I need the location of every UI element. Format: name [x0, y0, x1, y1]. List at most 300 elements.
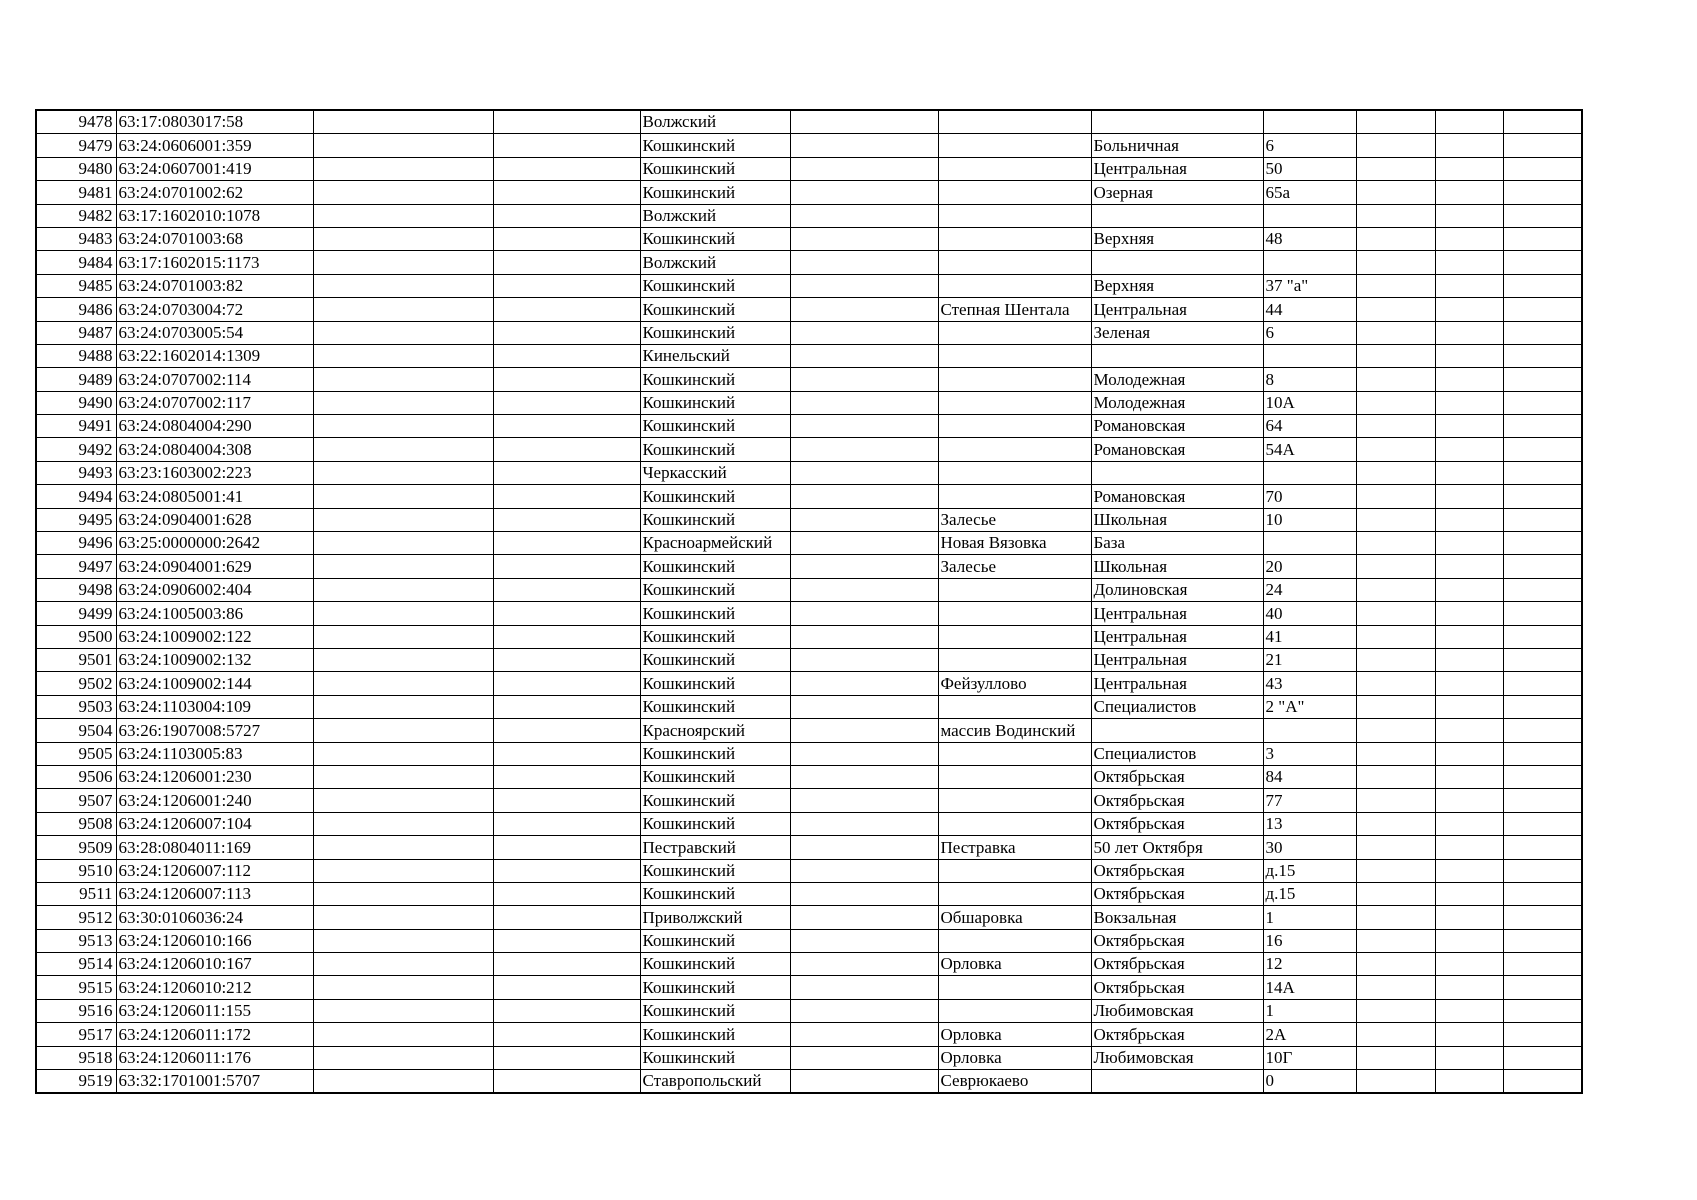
row-number-cell: 9506 — [36, 765, 116, 788]
empty-cell — [493, 789, 640, 812]
locality-cell — [938, 344, 1091, 367]
cadastral-number-cell: 63:24:1206007:112 — [116, 859, 313, 882]
house-cell: 2А — [1263, 1023, 1356, 1046]
district-cell: Кошкинский — [640, 181, 790, 204]
empty-cell — [493, 719, 640, 742]
empty-cell — [493, 1046, 640, 1069]
empty-cell — [493, 882, 640, 905]
table-row — [36, 321, 1582, 344]
locality-cell — [938, 321, 1091, 344]
empty-cell — [790, 789, 938, 812]
table-row — [36, 578, 1582, 601]
street-cell: Верхняя — [1091, 227, 1263, 250]
empty-cell — [493, 742, 640, 765]
empty-cell — [1356, 110, 1435, 134]
district-cell: Кошкинский — [640, 391, 790, 414]
house-cell: 40 — [1263, 602, 1356, 625]
house-cell: 24 — [1263, 578, 1356, 601]
table-row — [36, 882, 1582, 905]
table-row — [36, 836, 1582, 859]
empty-cell — [313, 181, 493, 204]
district-cell: Пестравский — [640, 836, 790, 859]
empty-cell — [1435, 672, 1503, 695]
district-cell: Приволжский — [640, 906, 790, 929]
empty-cell — [1435, 321, 1503, 344]
row-number-cell: 9485 — [36, 274, 116, 297]
table-row — [36, 438, 1582, 461]
empty-cell — [1435, 882, 1503, 905]
house-cell: 70 — [1263, 485, 1356, 508]
empty-cell — [790, 321, 938, 344]
street-cell: Центральная — [1091, 298, 1263, 321]
empty-cell — [1503, 765, 1582, 788]
table-row — [36, 672, 1582, 695]
locality-cell — [938, 204, 1091, 227]
empty-cell — [1503, 368, 1582, 391]
empty-cell — [313, 508, 493, 531]
empty-cell — [1435, 532, 1503, 555]
empty-cell — [1503, 181, 1582, 204]
empty-cell — [1435, 204, 1503, 227]
street-cell: Верхняя — [1091, 274, 1263, 297]
empty-cell — [313, 344, 493, 367]
empty-cell — [1503, 625, 1582, 648]
empty-cell — [313, 321, 493, 344]
empty-cell — [1435, 298, 1503, 321]
street-cell: 50 лет Октября — [1091, 836, 1263, 859]
empty-cell — [1503, 1023, 1582, 1046]
street-cell: Озерная — [1091, 181, 1263, 204]
empty-cell — [1356, 625, 1435, 648]
table-row — [36, 204, 1582, 227]
empty-cell — [1435, 344, 1503, 367]
street-cell: Вокзальная — [1091, 906, 1263, 929]
street-cell — [1091, 251, 1263, 274]
empty-cell — [790, 672, 938, 695]
empty-cell — [313, 976, 493, 999]
street-cell: Центральная — [1091, 648, 1263, 671]
locality-cell: Залесье — [938, 555, 1091, 578]
house-cell — [1263, 344, 1356, 367]
empty-cell — [313, 625, 493, 648]
street-cell: Зеленая — [1091, 321, 1263, 344]
empty-cell — [790, 1070, 938, 1094]
locality-cell — [938, 929, 1091, 952]
row-number-cell: 9503 — [36, 695, 116, 718]
street-cell: Октябрьская — [1091, 882, 1263, 905]
district-cell: Красноармейский — [640, 532, 790, 555]
empty-cell — [790, 742, 938, 765]
row-number-cell: 9515 — [36, 976, 116, 999]
district-cell: Кошкинский — [640, 882, 790, 905]
cadastral-number-cell: 63:24:1206007:113 — [116, 882, 313, 905]
empty-cell — [1503, 204, 1582, 227]
empty-cell — [790, 1046, 938, 1069]
cadastral-number-cell: 63:24:1206010:166 — [116, 929, 313, 952]
empty-cell — [1435, 227, 1503, 250]
empty-cell — [313, 929, 493, 952]
empty-cell — [1503, 789, 1582, 812]
empty-cell — [313, 438, 493, 461]
district-cell: Кошкинский — [640, 485, 790, 508]
cadastral-number-cell: 63:24:1206010:167 — [116, 953, 313, 976]
empty-cell — [493, 157, 640, 180]
locality-cell — [938, 695, 1091, 718]
locality-cell — [938, 976, 1091, 999]
row-number-cell: 9482 — [36, 204, 116, 227]
empty-cell — [1356, 578, 1435, 601]
empty-cell — [313, 555, 493, 578]
empty-cell — [493, 625, 640, 648]
empty-cell — [313, 719, 493, 742]
street-cell: Молодежная — [1091, 368, 1263, 391]
empty-cell — [1503, 648, 1582, 671]
locality-cell — [938, 789, 1091, 812]
empty-cell — [1503, 415, 1582, 438]
row-number-cell: 9484 — [36, 251, 116, 274]
empty-cell — [1356, 929, 1435, 952]
empty-cell — [313, 648, 493, 671]
row-number-cell: 9519 — [36, 1070, 116, 1094]
empty-cell — [790, 929, 938, 952]
empty-cell — [1356, 672, 1435, 695]
table-row — [36, 485, 1582, 508]
locality-cell: Севрюкаево — [938, 1070, 1091, 1094]
empty-cell — [790, 532, 938, 555]
empty-cell — [790, 227, 938, 250]
empty-cell — [790, 836, 938, 859]
empty-cell — [313, 836, 493, 859]
empty-cell — [790, 508, 938, 531]
empty-cell — [1503, 882, 1582, 905]
district-cell: Красноярский — [640, 719, 790, 742]
locality-cell — [938, 391, 1091, 414]
empty-cell — [1503, 836, 1582, 859]
table-row — [36, 415, 1582, 438]
empty-cell — [1356, 157, 1435, 180]
empty-cell — [1435, 438, 1503, 461]
locality-cell: Новая Вязовка — [938, 532, 1091, 555]
row-number-cell: 9493 — [36, 461, 116, 484]
empty-cell — [1356, 976, 1435, 999]
empty-cell — [790, 648, 938, 671]
empty-cell — [493, 134, 640, 157]
empty-cell — [493, 181, 640, 204]
empty-cell — [313, 578, 493, 601]
empty-cell — [790, 251, 938, 274]
table-row — [36, 812, 1582, 835]
empty-cell — [1356, 742, 1435, 765]
street-cell: Романовская — [1091, 438, 1263, 461]
empty-cell — [313, 1023, 493, 1046]
street-cell: Октябрьская — [1091, 859, 1263, 882]
empty-cell — [493, 461, 640, 484]
empty-cell — [1503, 953, 1582, 976]
house-cell: 20 — [1263, 555, 1356, 578]
empty-cell — [493, 976, 640, 999]
empty-cell — [493, 227, 640, 250]
street-cell: Любимовская — [1091, 999, 1263, 1022]
empty-cell — [1356, 415, 1435, 438]
empty-cell — [1503, 227, 1582, 250]
cadastral-number-cell: 63:24:0804004:290 — [116, 415, 313, 438]
district-cell: Волжский — [640, 251, 790, 274]
empty-cell — [1356, 953, 1435, 976]
row-number-cell: 9498 — [36, 578, 116, 601]
empty-cell — [1356, 461, 1435, 484]
empty-cell — [1356, 836, 1435, 859]
locality-cell: Пестравка — [938, 836, 1091, 859]
empty-cell — [1435, 251, 1503, 274]
empty-cell — [493, 672, 640, 695]
empty-cell — [1435, 274, 1503, 297]
street-cell: Октябрьская — [1091, 765, 1263, 788]
cadastral-number-cell: 63:24:1206011:172 — [116, 1023, 313, 1046]
empty-cell — [1435, 461, 1503, 484]
table-row — [36, 157, 1582, 180]
district-cell: Кошкинский — [640, 298, 790, 321]
district-cell: Кинельский — [640, 344, 790, 367]
empty-cell — [313, 999, 493, 1022]
cadastral-number-cell: 63:26:1907008:5727 — [116, 719, 313, 742]
empty-cell — [493, 532, 640, 555]
table-row — [36, 625, 1582, 648]
empty-cell — [493, 485, 640, 508]
district-cell: Кошкинский — [640, 602, 790, 625]
street-cell: Больничная — [1091, 134, 1263, 157]
table-row — [36, 461, 1582, 484]
empty-cell — [1356, 1023, 1435, 1046]
empty-cell — [1356, 906, 1435, 929]
cadastral-number-cell: 63:24:1206010:212 — [116, 976, 313, 999]
empty-cell — [1435, 181, 1503, 204]
empty-cell — [1356, 134, 1435, 157]
table-row — [36, 602, 1582, 625]
cadastral-number-cell: 63:30:0106036:24 — [116, 906, 313, 929]
empty-cell — [313, 415, 493, 438]
cadastral-number-cell: 63:24:0703004:72 — [116, 298, 313, 321]
cadastral-number-cell: 63:24:0707002:117 — [116, 391, 313, 414]
cadastral-number-cell: 63:24:0703005:54 — [116, 321, 313, 344]
empty-cell — [1435, 1023, 1503, 1046]
row-number-cell: 9486 — [36, 298, 116, 321]
empty-cell — [1356, 695, 1435, 718]
empty-cell — [313, 812, 493, 835]
empty-cell — [313, 485, 493, 508]
locality-cell — [938, 227, 1091, 250]
locality-cell: Степная Шентала — [938, 298, 1091, 321]
empty-cell — [493, 1070, 640, 1094]
empty-cell — [1435, 625, 1503, 648]
cadastral-number-cell: 63:24:0904001:629 — [116, 555, 313, 578]
empty-cell — [790, 204, 938, 227]
district-cell: Кошкинский — [640, 274, 790, 297]
street-cell — [1091, 461, 1263, 484]
empty-cell — [1503, 438, 1582, 461]
table-row — [36, 859, 1582, 882]
empty-cell — [790, 298, 938, 321]
empty-cell — [493, 648, 640, 671]
empty-cell — [493, 344, 640, 367]
locality-cell — [938, 625, 1091, 648]
table-row — [36, 953, 1582, 976]
empty-cell — [1503, 1070, 1582, 1094]
house-cell: 44 — [1263, 298, 1356, 321]
empty-cell — [790, 695, 938, 718]
empty-cell — [790, 999, 938, 1022]
empty-cell — [493, 836, 640, 859]
district-cell: Волжский — [640, 110, 790, 134]
district-cell: Кошкинский — [640, 625, 790, 648]
empty-cell — [1503, 157, 1582, 180]
empty-cell — [1356, 648, 1435, 671]
empty-cell — [313, 532, 493, 555]
district-cell: Кошкинский — [640, 508, 790, 531]
house-cell: 6 — [1263, 134, 1356, 157]
district-cell: Кошкинский — [640, 1023, 790, 1046]
street-cell: Центральная — [1091, 157, 1263, 180]
empty-cell — [493, 812, 640, 835]
row-number-cell: 9483 — [36, 227, 116, 250]
table-row — [36, 134, 1582, 157]
house-cell: 13 — [1263, 812, 1356, 835]
district-cell: Кошкинский — [640, 415, 790, 438]
table-row — [36, 1070, 1582, 1094]
house-cell: 0 — [1263, 1070, 1356, 1094]
street-cell: Молодежная — [1091, 391, 1263, 414]
table-row — [36, 1023, 1582, 1046]
street-cell: Центральная — [1091, 625, 1263, 648]
empty-cell — [790, 368, 938, 391]
locality-cell — [938, 251, 1091, 274]
empty-cell — [1435, 929, 1503, 952]
district-cell: Кошкинский — [640, 859, 790, 882]
empty-cell — [1435, 953, 1503, 976]
empty-cell — [493, 999, 640, 1022]
empty-cell — [1435, 765, 1503, 788]
locality-cell — [938, 181, 1091, 204]
empty-cell — [790, 765, 938, 788]
empty-cell — [1356, 298, 1435, 321]
cadastral-number-cell: 63:25:0000000:2642 — [116, 532, 313, 555]
district-cell: Кошкинский — [640, 953, 790, 976]
locality-cell — [938, 461, 1091, 484]
empty-cell — [493, 251, 640, 274]
street-cell: Октябрьская — [1091, 1023, 1263, 1046]
empty-cell — [493, 555, 640, 578]
house-cell: 10 — [1263, 508, 1356, 531]
locality-cell: Фейзуллово — [938, 672, 1091, 695]
house-cell — [1263, 251, 1356, 274]
empty-cell — [790, 110, 938, 134]
table-row — [36, 1046, 1582, 1069]
table-row — [36, 648, 1582, 671]
empty-cell — [1435, 602, 1503, 625]
empty-cell — [1503, 672, 1582, 695]
cadastral-number-cell: 63:23:1603002:223 — [116, 461, 313, 484]
district-cell: Кошкинский — [640, 134, 790, 157]
row-number-cell: 9480 — [36, 157, 116, 180]
district-cell: Кошкинский — [640, 227, 790, 250]
empty-cell — [493, 438, 640, 461]
house-cell: 64 — [1263, 415, 1356, 438]
row-number-cell: 9494 — [36, 485, 116, 508]
empty-cell — [1356, 1046, 1435, 1069]
empty-cell — [313, 789, 493, 812]
row-number-cell: 9509 — [36, 836, 116, 859]
cadastral-number-cell: 63:17:1602010:1078 — [116, 204, 313, 227]
empty-cell — [1356, 555, 1435, 578]
locality-cell: массив Водинский — [938, 719, 1091, 742]
locality-cell — [938, 882, 1091, 905]
empty-cell — [313, 157, 493, 180]
empty-cell — [1503, 812, 1582, 835]
empty-cell — [493, 415, 640, 438]
locality-cell: Залесье — [938, 508, 1091, 531]
empty-cell — [313, 695, 493, 718]
district-cell: Кошкинский — [640, 789, 790, 812]
empty-cell — [1503, 134, 1582, 157]
empty-cell — [1435, 812, 1503, 835]
house-cell: 84 — [1263, 765, 1356, 788]
row-number-cell: 9517 — [36, 1023, 116, 1046]
empty-cell — [1503, 742, 1582, 765]
empty-cell — [790, 812, 938, 835]
empty-cell — [790, 976, 938, 999]
empty-cell — [1503, 719, 1582, 742]
empty-cell — [1356, 344, 1435, 367]
empty-cell — [493, 368, 640, 391]
house-cell — [1263, 461, 1356, 484]
table-row — [36, 929, 1582, 952]
street-cell: Школьная — [1091, 555, 1263, 578]
house-cell: 1 — [1263, 999, 1356, 1022]
table-row — [36, 976, 1582, 999]
district-cell: Кошкинский — [640, 438, 790, 461]
empty-cell — [1356, 882, 1435, 905]
empty-cell — [790, 719, 938, 742]
empty-cell — [313, 274, 493, 297]
cadastral-number-cell: 63:24:1103005:83 — [116, 742, 313, 765]
row-number-cell: 9479 — [36, 134, 116, 157]
table-row — [36, 906, 1582, 929]
empty-cell — [1435, 110, 1503, 134]
empty-cell — [1503, 321, 1582, 344]
cadastral-number-cell: 63:24:0701003:82 — [116, 274, 313, 297]
house-cell: 12 — [1263, 953, 1356, 976]
street-cell: Долиновская — [1091, 578, 1263, 601]
cadastral-number-cell: 63:24:0904001:628 — [116, 508, 313, 531]
district-cell: Кошкинский — [640, 578, 790, 601]
table-row — [36, 789, 1582, 812]
table-row — [36, 695, 1582, 718]
empty-cell — [1356, 999, 1435, 1022]
locality-cell: Обшаровка — [938, 906, 1091, 929]
cadastral-number-cell: 63:24:1206001:240 — [116, 789, 313, 812]
row-number-cell: 9514 — [36, 953, 116, 976]
table-row — [36, 555, 1582, 578]
empty-cell — [1435, 555, 1503, 578]
row-number-cell: 9505 — [36, 742, 116, 765]
empty-cell — [313, 742, 493, 765]
empty-cell — [1435, 695, 1503, 718]
district-cell: Ставропольский — [640, 1070, 790, 1094]
district-cell: Кошкинский — [640, 812, 790, 835]
table-row — [36, 344, 1582, 367]
locality-cell: Орловка — [938, 1046, 1091, 1069]
locality-cell — [938, 859, 1091, 882]
street-cell — [1091, 719, 1263, 742]
